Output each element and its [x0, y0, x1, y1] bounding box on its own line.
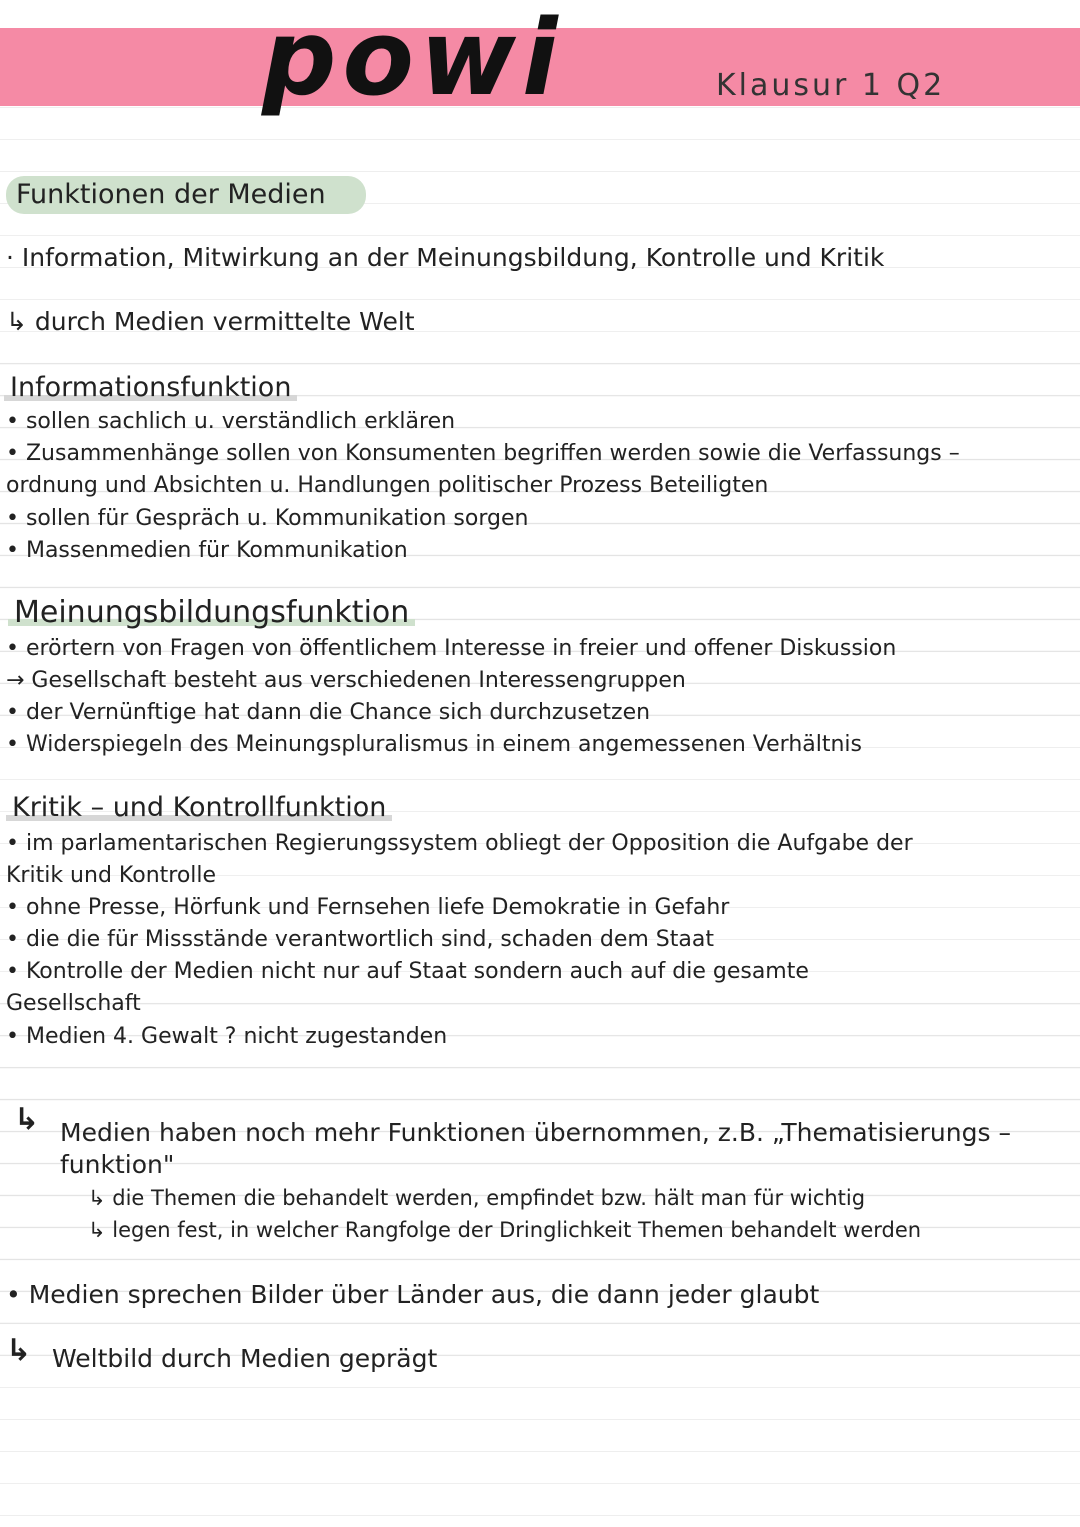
information-item-4: • sollen für Gespräch u. Kommunikation sorgen [6, 506, 529, 531]
page-subtitle: Klausur 1 Q2 [716, 68, 946, 103]
bilder-conclusion: Weltbild durch Medien geprägt [52, 1344, 438, 1373]
heading-kritik-kontrollfunktion: Kritik – und Kontrollfunktion [6, 791, 392, 825]
kritik-item-3: • ohne Presse, Hörfunk und Fernsehen liefe Demokratie in Gefahr [6, 895, 730, 920]
arrow-icon-2: ↳ [6, 1333, 32, 1368]
kritik-item-6: Gesellschaft [6, 991, 141, 1016]
meinung-item-1: • erörtern von Fragen von öffentlichem Interesse in freier und offener Diskussion [6, 636, 897, 661]
heading-funktionen: Funktionen der Medien [6, 176, 366, 214]
thematisierung-line-1: Medien haben noch mehr Funktionen übernommen, z.B. „Thematisierungs – [60, 1118, 1011, 1147]
page-title: powi [262, 0, 564, 119]
arrow-icon: ↳ [14, 1102, 40, 1137]
information-item-5: • Massenmedien für Kommunikation [6, 538, 408, 563]
kritik-item-2: Kritik und Kontrolle [6, 863, 217, 888]
information-item-2: • Zusammenhänge sollen von Konsumenten begriffen werden sowie die Verfassungs – [6, 441, 960, 466]
bilder-line: • Medien sprechen Bilder über Länder aus, die dann jeder glaubt [6, 1280, 820, 1309]
thematisierung-line-2: funktion" [60, 1150, 175, 1179]
thematisierung-sub-2: ↳ legen fest, in welcher Rangfolge der Dringlichkeit Themen behandelt werden [88, 1218, 922, 1242]
kritik-item-7: • Medien 4. Gewalt ? nicht zugestanden [6, 1024, 448, 1049]
information-item-1: • sollen sachlich u. verständlich erklären [6, 409, 456, 434]
information-item-3: ordnung und Absichten u. Handlungen politischer Prozess Beteiligten [6, 473, 769, 498]
meinung-item-2: → Gesellschaft besteht aus verschiedenen Interessengruppen [6, 668, 686, 693]
meinung-item-3: • der Vernünftige hat dann die Chance sich durchzusetzen [6, 700, 651, 725]
kritik-item-5: • Kontrolle der Medien nicht nur auf Staat sondern auch auf die gesamte [6, 959, 809, 984]
heading-meinungsbildungsfunktion: Meinungsbildungsfunktion [8, 596, 415, 630]
heading-informationsfunktion: Informationsfunktion [4, 371, 297, 405]
kritik-item-4: • die die für Missstände verantwortlich sind, schaden dem Staat [6, 927, 714, 952]
funktionen-line-2: ↳ durch Medien vermittelte Welt [6, 307, 415, 336]
kritik-item-1: • im parlamentarischen Regierungssystem obliegt der Opposition die Aufgabe der [6, 831, 913, 856]
funktionen-line-1: · Information, Mitwirkung an der Meinungsbildung, Kontrolle und Kritik [6, 243, 885, 272]
meinung-item-4: • Widerspiegeln des Meinungspluralismus in einem angemessenen Verhältnis [6, 732, 863, 757]
thematisierung-sub-1: ↳ die Themen die behandelt werden, empfindet bzw. hält man für wichtig [88, 1186, 866, 1210]
